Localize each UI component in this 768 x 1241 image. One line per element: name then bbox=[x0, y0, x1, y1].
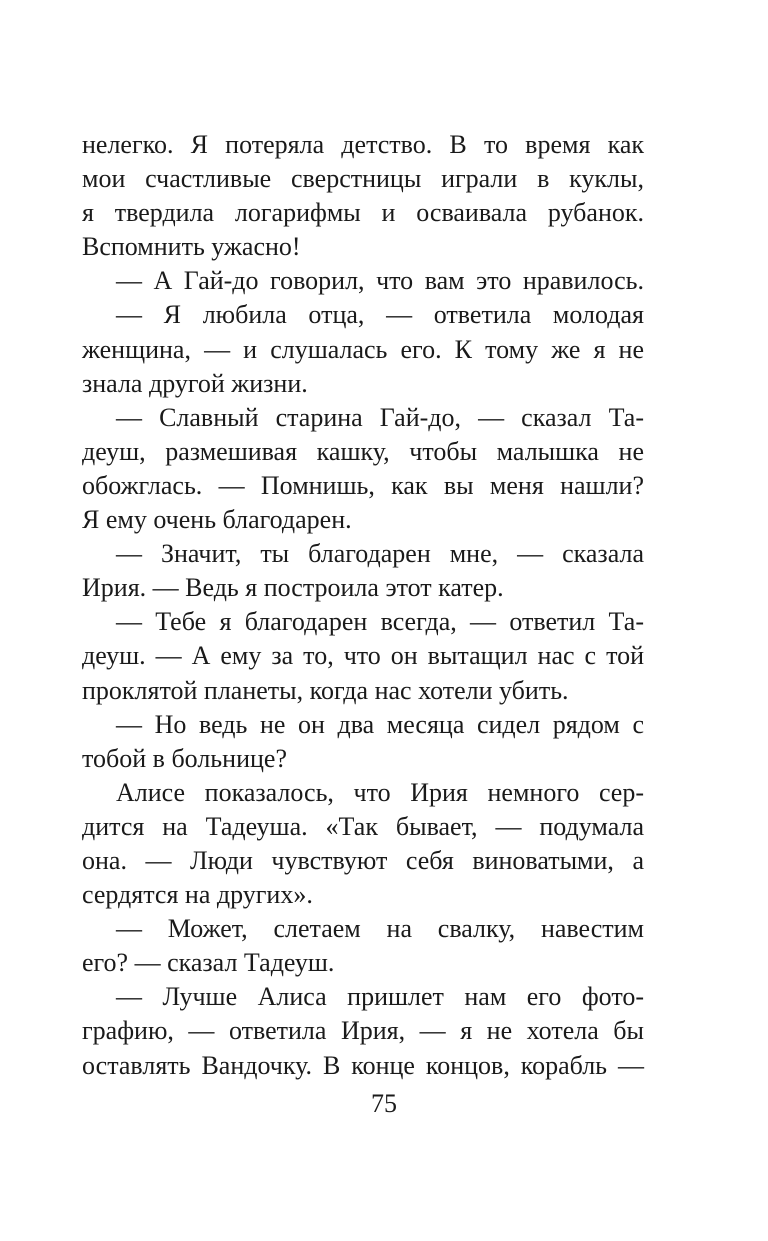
text-line: — Но ведь не он два месяца сидел рядом с bbox=[116, 709, 644, 739]
text-line: — Значит, ты благодарен мне, — сказала bbox=[116, 539, 644, 569]
body-text bbox=[82, 128, 644, 1083]
text-line: сердятся на других». bbox=[82, 880, 313, 910]
text-line: — Тебе я благодарен всегда, — ответил Та- bbox=[116, 607, 644, 637]
text-line: деуш, размешивая кашку, чтобы малышка не bbox=[82, 436, 644, 466]
text-line: — Лучше Алиса пришлет нам его фото- bbox=[116, 982, 644, 1012]
text-line: знала другой жизни. bbox=[82, 368, 308, 398]
page-number: 75 bbox=[371, 1089, 397, 1118]
text-line: нелегко. Я потеряла детство. В то время как bbox=[82, 130, 644, 159]
text-line: — Я любила отца, — ответила молодая bbox=[116, 300, 644, 330]
text-line: мои счастливые сверстницы играли в куклы, bbox=[82, 164, 644, 194]
text-line: проклятой планеты, когда нас хотели убить. bbox=[82, 675, 569, 705]
text-line: графию, — ответила Ирия, — я не хотела бы bbox=[82, 1016, 644, 1046]
text-line: — А Гай-до говорил, что вам это нравилось. bbox=[116, 266, 644, 296]
text-line: дится на Тадеуша. «Так бывает, — подумала bbox=[82, 811, 644, 841]
text-line: я твердила логарифмы и осваивала рубанок. bbox=[82, 198, 644, 228]
text-line: Вспомнить ужасно! bbox=[82, 232, 301, 262]
text-line: тобой в больнице? bbox=[82, 743, 287, 773]
text-line: Ирия. — Ведь я построила этот катер. bbox=[82, 573, 504, 603]
text-line: Я ему очень благодарен. bbox=[82, 505, 352, 535]
text-line: — Может, слетаем на свалку, навестим bbox=[116, 914, 644, 944]
text-line: Алисе показалось, что Ирия немного сер- bbox=[116, 777, 644, 807]
text-line: она. — Люди чувствуют себя виноватыми, а bbox=[82, 845, 644, 875]
text-line: деуш. — А ему за то, что он вытащил нас с той bbox=[82, 641, 644, 671]
text-line: обожглась. — Помнишь, как вы меня нашли? bbox=[82, 470, 644, 500]
text-line: женщина, — и слушалась его. К тому же я не bbox=[82, 334, 644, 364]
text-line: — Славный старина Гай-до, — сказал Та- bbox=[116, 402, 644, 432]
text-line: оставлять Вандочку. В конце концов, корабль — bbox=[82, 1050, 644, 1080]
text-line: его? — сказал Тадеуш. bbox=[82, 948, 335, 978]
